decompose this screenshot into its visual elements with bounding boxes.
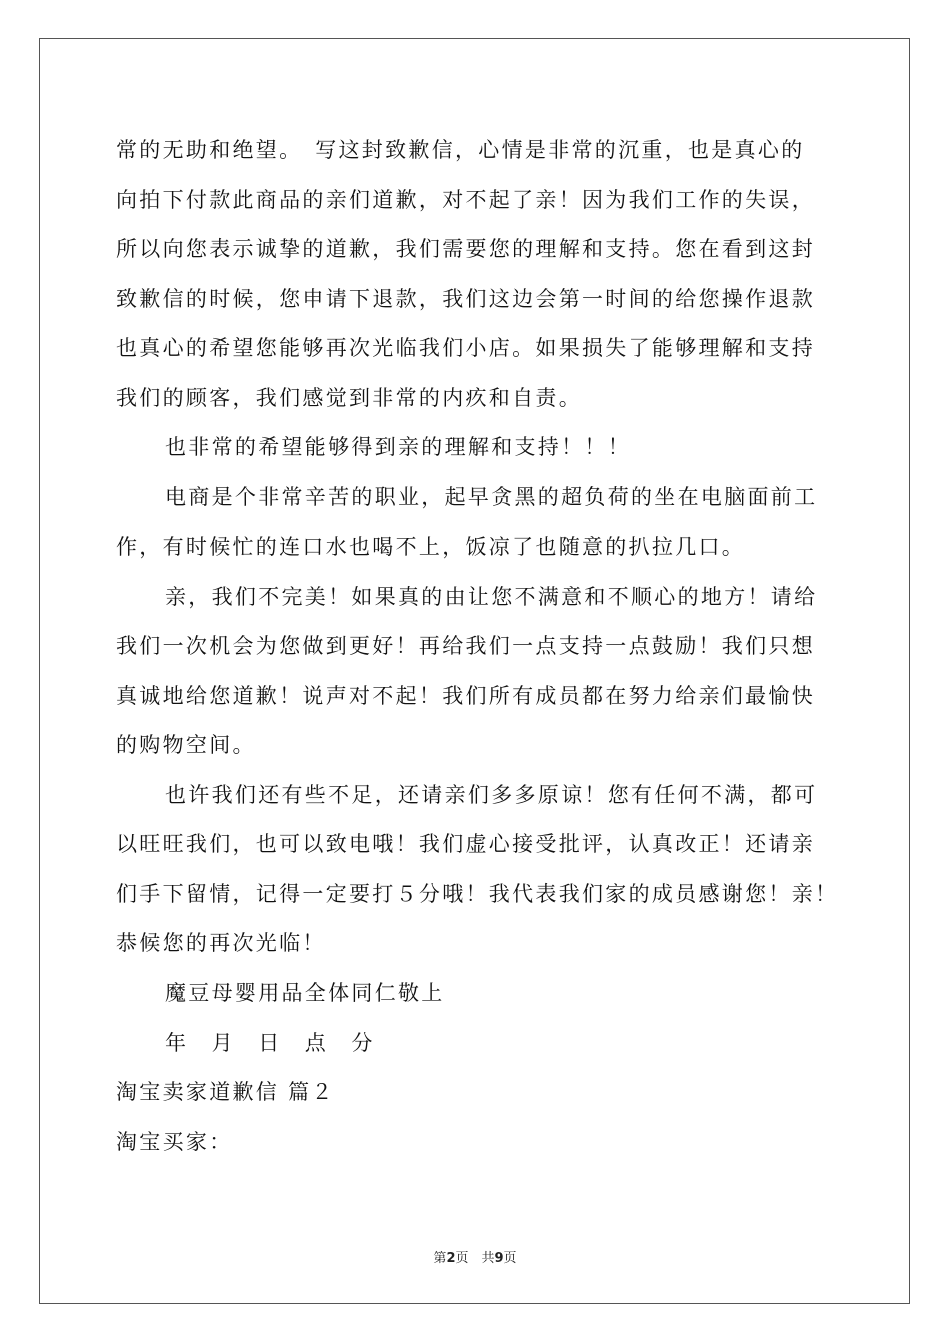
signature-line: 魔豆母婴用品全体同仁敬上 xyxy=(165,981,445,1005)
page-footer xyxy=(0,1247,950,1266)
body-line: 的购物空间。 xyxy=(116,733,256,757)
footer-page-prefix: 第 xyxy=(433,1251,447,1266)
salutation: 淘宝买家： xyxy=(116,1130,233,1154)
body-line: 真诚地给您道歉！说声对不起！我们所有成员都在努力给亲们最愉快 xyxy=(116,684,815,708)
body-line: 也许我们还有些不足，还请亲们多多原谅！您有任何不满，都可 xyxy=(165,783,818,807)
body-line: 也真心的希望您能够再次光临我们小店。如果损失了能够理解和支持 xyxy=(116,336,815,360)
body-line: 们手下留情，记得一定要打５分哦！我代表我们家的成员感谢您！亲！ xyxy=(116,882,839,906)
page-border xyxy=(39,38,910,1304)
body-line: 恭候您的再次光临！ xyxy=(116,931,326,955)
body-line: 向拍下付款此商品的亲们道歉，对不起了亲！因为我们工作的失误， xyxy=(116,188,815,212)
body-line: 以旺旺我们，也可以致电哦！我们虚心接受批评，认真改正！还请亲 xyxy=(116,832,815,856)
body-line: 亲，我们不完美！如果真的由让您不满意和不顺心的地方！请给 xyxy=(165,585,818,609)
footer-page-suffix: 页 xyxy=(503,1251,517,1266)
body-line: 作，有时候忙的连口水也喝不上，饭凉了也随意的扒拉几口。 xyxy=(116,535,746,559)
body-line: 我们一次机会为您做到更好！再给我们一点支持一点鼓励！我们只想 xyxy=(116,634,815,658)
footer-total-pages: 9 xyxy=(494,1251,504,1266)
body-line: 致歉信的时候，您申请下退款，我们这边会第一时间的给您操作退款 xyxy=(116,287,815,311)
body-line: 我们的顾客，我们感觉到非常的内疚和自责。 xyxy=(116,386,582,410)
footer-page-mid: 页 共 xyxy=(455,1251,495,1266)
body-line: 也非常的希望能够得到亲的理解和支持！！！ xyxy=(165,435,631,459)
body-line: 常的无助和绝望。 写这封致歉信，心情是非常的沉重，也是真心的 xyxy=(116,138,805,162)
body-line: 所以向您表示诚挚的道歉，我们需要您的理解和支持。您在看到这封 xyxy=(116,237,815,261)
body-line: 电商是个非常辛苦的职业，起早贪黑的超负荷的坐在电脑面前工 xyxy=(165,485,818,509)
date-line: 年 月 日 点 分 xyxy=(165,1031,375,1055)
footer-page-number: 2 xyxy=(446,1251,456,1266)
section-heading: 淘宝卖家道歉信 篇２ xyxy=(116,1080,335,1104)
